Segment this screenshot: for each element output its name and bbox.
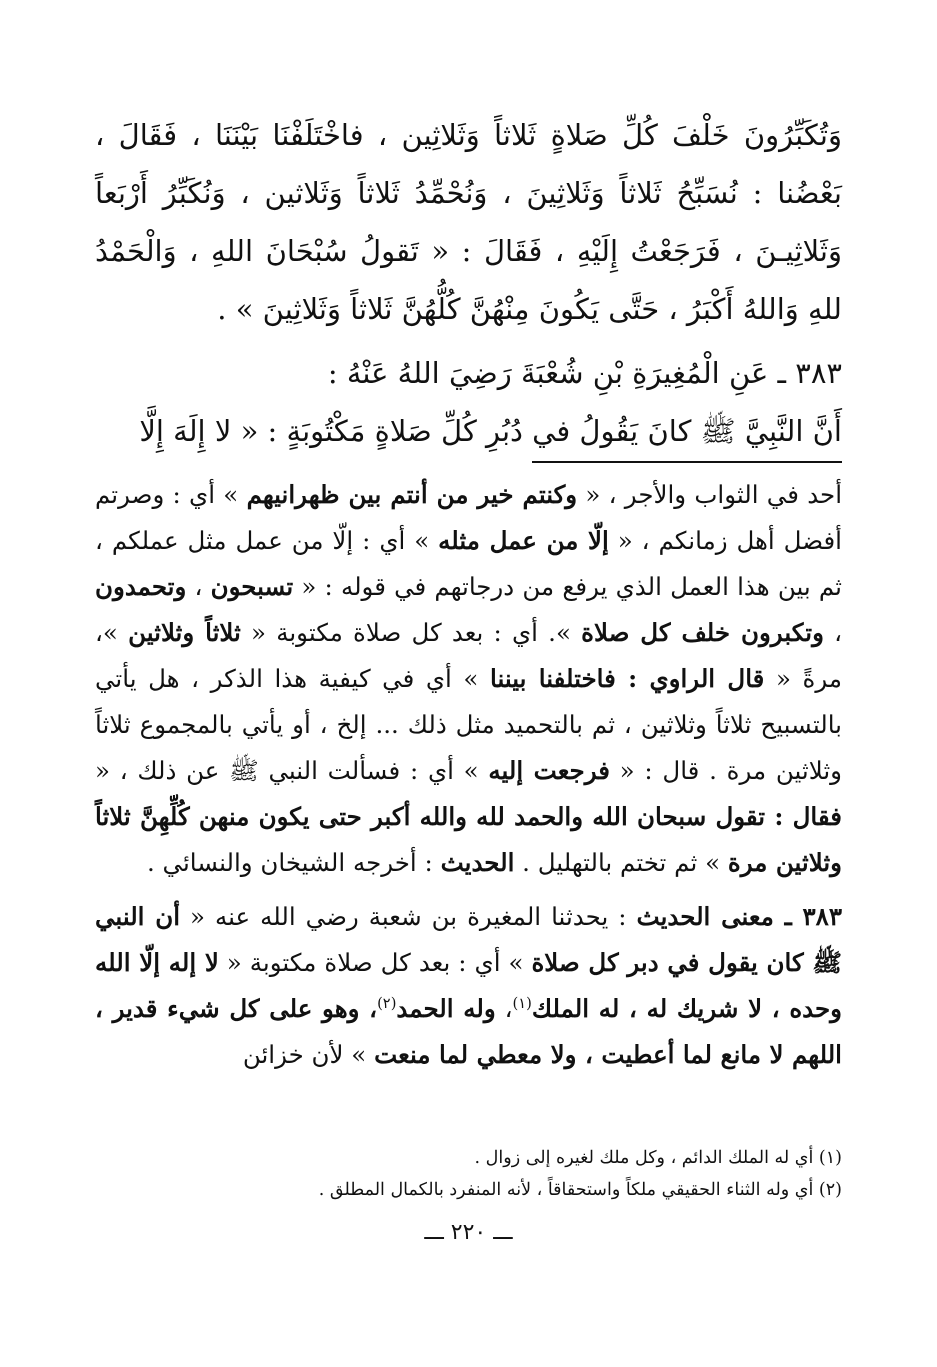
commentary-segment: وتكبرون خلف كل صلاة (581, 618, 824, 647)
commentary-segment: وكنتم خير من أنتم بين ظهرانيهم (246, 480, 578, 509)
meaning-segment: أن النبي ﷺ كان يقول في دبر كل صلاة (95, 902, 842, 977)
commentary-segment: وتحمدون (95, 572, 187, 601)
meaning-segment: ، وهو على كل شيء قدير ، اللهم لا مانع لما أعطيت ، ولا معطي لما منعت (95, 994, 842, 1069)
commentary-segment: الحديث (440, 848, 515, 877)
meaning-paragraph (95, 894, 842, 1078)
commentary-segment: ، (823, 618, 842, 647)
commentary-segment: أحد في الثواب والأجر ، « (577, 480, 843, 509)
commentary-segment: : أخرجه الشيخان والنسائي . (146, 848, 441, 877)
commentary-segment: ثلاثاً وثلاثين (128, 618, 241, 647)
commentary-segment: » أي في كيفية هذا الذكر ، هل يأتي بالتسبيح ثلاثاً وثلاثين ، ثم بالتحميد مثل ذلك ... إلخ ، أو يأتي بالمجموع ثلاثاً وثلاثين مرة . قال : « (95, 664, 842, 785)
commentary-segment: » أي : وصرتم أفضل أهل زمانكم ، « (95, 480, 842, 555)
footnote-1: (١) أي له الملك الدائم ، وكل ملك لغيره إلى زوال . (474, 1148, 842, 1168)
commentary-segment: » ثم تختم بالتهليل . (514, 848, 728, 877)
commentary-segment: » أي : إلّا من عمل مثل عملكم ، ثم بين هذا العمل الذي يرفع من درجاتهم في قوله : « (95, 526, 843, 601)
commentary-segment: »، مرةً « (95, 618, 842, 693)
footnote-2: (٢) أي وله الثناء الحقيقي ملكاً واستحقاقاً ، لأنه المنفرد بالكمال المطلق . (318, 1180, 842, 1200)
footnote-ref-2: (٢) (377, 994, 397, 1012)
page-number: ـــ ٢٢٠ ـــ (424, 1220, 513, 1245)
hadith-text-block (95, 106, 842, 460)
footnote-ref-1: (١) (512, 994, 532, 1012)
hadith-header: ٣٨٣ ـ عَنِ الْمُغِيرَةِ بْنِ شُعْبَةَ رَضِيَ اللهُ عَنْهُ : (327, 356, 842, 390)
meaning-segment: وله الحمد (396, 994, 496, 1023)
commentary-segment: ، (186, 572, 211, 601)
meaning-segment: » لأن خزائن (242, 1040, 375, 1069)
meaning-segment: لا إله إلّا الله وحده ، لا شريك له ، له الملك (95, 948, 843, 1023)
meaning-segment: : يحدثنا المغيرة بن شعبة رضي الله عنه « (180, 902, 637, 931)
meaning-segment: ، (495, 994, 513, 1023)
commentary-paragraph (95, 472, 842, 886)
hadith-opening-text: أَنَّ النَّبِيَّ ﷺ كانَ يَقُولُ في دُبُرِ كُلِّ صَلاةٍ مَكْتُوبَةٍ : « لا إِلَهَ إِلَّا (139, 414, 842, 448)
commentary-segment: فرجعت إليه (488, 756, 610, 785)
commentary-segment: قال الراوي : فاختلفنا بيننا (489, 664, 765, 693)
footnote-divider (532, 461, 842, 463)
footnotes (95, 1142, 842, 1206)
commentary-segment: » أي : فسألت النبي ﷺ عن ذلك ، « (95, 756, 489, 785)
commentary-segment: فقال : تقول سبحان الله والحمد لله والله أكبر حتى يكون منهن كُلِّهِنَّ ثلاثاً وثلاثين مرة (95, 802, 842, 877)
meaning-segment: » أي : بعد كل صلاة مكتوبة « (218, 948, 532, 977)
commentary-block (95, 472, 842, 1078)
hadith-previous-text: وَتُكَبِّرُونَ خَلْفَ كُلِّ صَلاةٍ ثَلاثاً وَثَلاثِين ، فاخْتَلَفْنَا بَيْنَنَا ، فَقَالَ ، بَعْضُنا : نُسَبِّحُ ثَلاثاً وَثَلاثِينَ ، وَنُحْمِّدُ ثَلاثاً وَثَلاثين ، وَنُكَبِّرُ أَرْبَعاً وَثَلاثِيـنَ ، فَرَجَعْتُ إِلَيْهِ ، فَقَالَ : « تَقولُ سُبْحَانَ اللهِ ، وَالْحَمْدُ للهِ وَاللهُ أَكْبَرُ ، حَتَّى يَكُونَ مِنْهُنَّ كُلُّهُنَّ ثَلاثاً وَثَلاثِينَ » . (95, 118, 842, 326)
meaning-segment: ٣٨٣ ـ معنى الحديث (636, 902, 842, 931)
commentary-segment: إلّا من عمل مثله (438, 526, 609, 555)
commentary-segment: تسبحون (210, 572, 294, 601)
commentary-segment: ». أي : بعد كل صلاة مكتوبة « (240, 618, 582, 647)
